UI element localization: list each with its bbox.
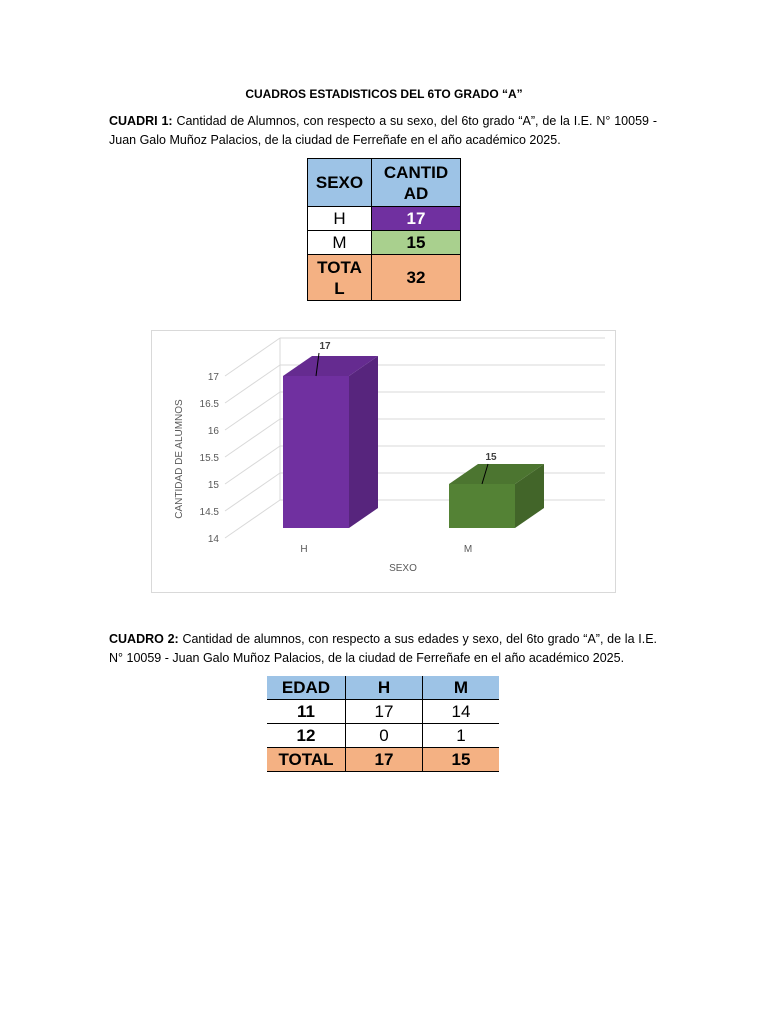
row-12-h: 0 xyxy=(346,724,423,748)
row-total-m: 15 xyxy=(423,748,500,772)
x-category-label: M xyxy=(463,544,473,555)
y-tick-label: 14 xyxy=(207,534,219,545)
row-total-label xyxy=(308,255,372,301)
data-label-M: 15 xyxy=(485,452,497,463)
table-edad-sexo xyxy=(267,676,499,772)
y-tick-label: 16 xyxy=(207,426,219,437)
header-edad: EDAD xyxy=(267,676,346,700)
y-tick-label: 15 xyxy=(207,480,219,491)
table-sexo-cantidad xyxy=(307,158,461,301)
cuadro-1-label: CUADRI 1: xyxy=(109,114,173,128)
y-tick-label: 16.5 xyxy=(199,399,219,410)
cuadro-1-text: Cantidad de Alumnos, con respecto a su sexo, del 6to grado “A”, de la I.E. N° 10059 - Juan Galo Muñoz Palacios, de la ciudad de Ferreñafe en el año académico 2025. xyxy=(109,114,658,147)
total-line2: L xyxy=(334,278,345,298)
y-tick-label: 14.5 xyxy=(199,507,219,518)
header-sexo: SEXO xyxy=(308,159,372,207)
cuadro-2-text: Cantidad de alumnos, con respecto a sus edades y sexo, del 6to grado “A”, de la I.E. N° 10059 - Juan Galo Muñoz Palacios, de la ciudad de Ferreñafe en el año académico 2025. xyxy=(109,632,658,665)
header-cantidad xyxy=(372,159,461,207)
row-h-sexo: H xyxy=(308,207,372,231)
row-h-cantidad: 17 xyxy=(372,207,461,231)
chart-svg xyxy=(152,331,615,592)
row-total-h: 17 xyxy=(346,748,423,772)
header-cantidad-line2: AD xyxy=(403,183,429,203)
row-11-h: 17 xyxy=(346,700,423,724)
x-axis-title: SEXO xyxy=(389,563,417,574)
bar-M xyxy=(449,484,515,528)
header-cantidad-line1: CANTID xyxy=(383,162,449,182)
data-label-H: 17 xyxy=(319,341,331,352)
y-tick-label: 17 xyxy=(207,372,219,383)
row-total-value: 32 xyxy=(372,255,461,301)
cuadro-1-description xyxy=(109,112,657,150)
cuadro-2-description xyxy=(109,630,657,668)
total-line1: TOTA xyxy=(317,257,362,277)
row-11-m: 14 xyxy=(423,700,500,724)
y-tick-label: 15.5 xyxy=(199,453,219,464)
x-category-label: H xyxy=(300,544,308,555)
bar-H xyxy=(283,376,349,528)
bar-chart-3d xyxy=(151,330,616,593)
row-12-edad: 12 xyxy=(267,724,346,748)
header-m: M xyxy=(423,676,500,700)
header-h: H xyxy=(346,676,423,700)
row-11-edad: 11 xyxy=(267,700,346,724)
row-12-m: 1 xyxy=(423,724,500,748)
row-m-cantidad: 15 xyxy=(372,231,461,255)
row-total-edad: TOTAL xyxy=(267,748,346,772)
row-m-sexo: M xyxy=(308,231,372,255)
bar-side-H xyxy=(349,356,378,528)
y-axis-title: CANTIDAD DE ALUMNOS xyxy=(174,399,185,519)
cuadro-2-label: CUADRO 2: xyxy=(109,632,179,646)
document-title: CUADROS ESTADISTICOS DEL 6TO GRADO “A” xyxy=(245,87,523,101)
